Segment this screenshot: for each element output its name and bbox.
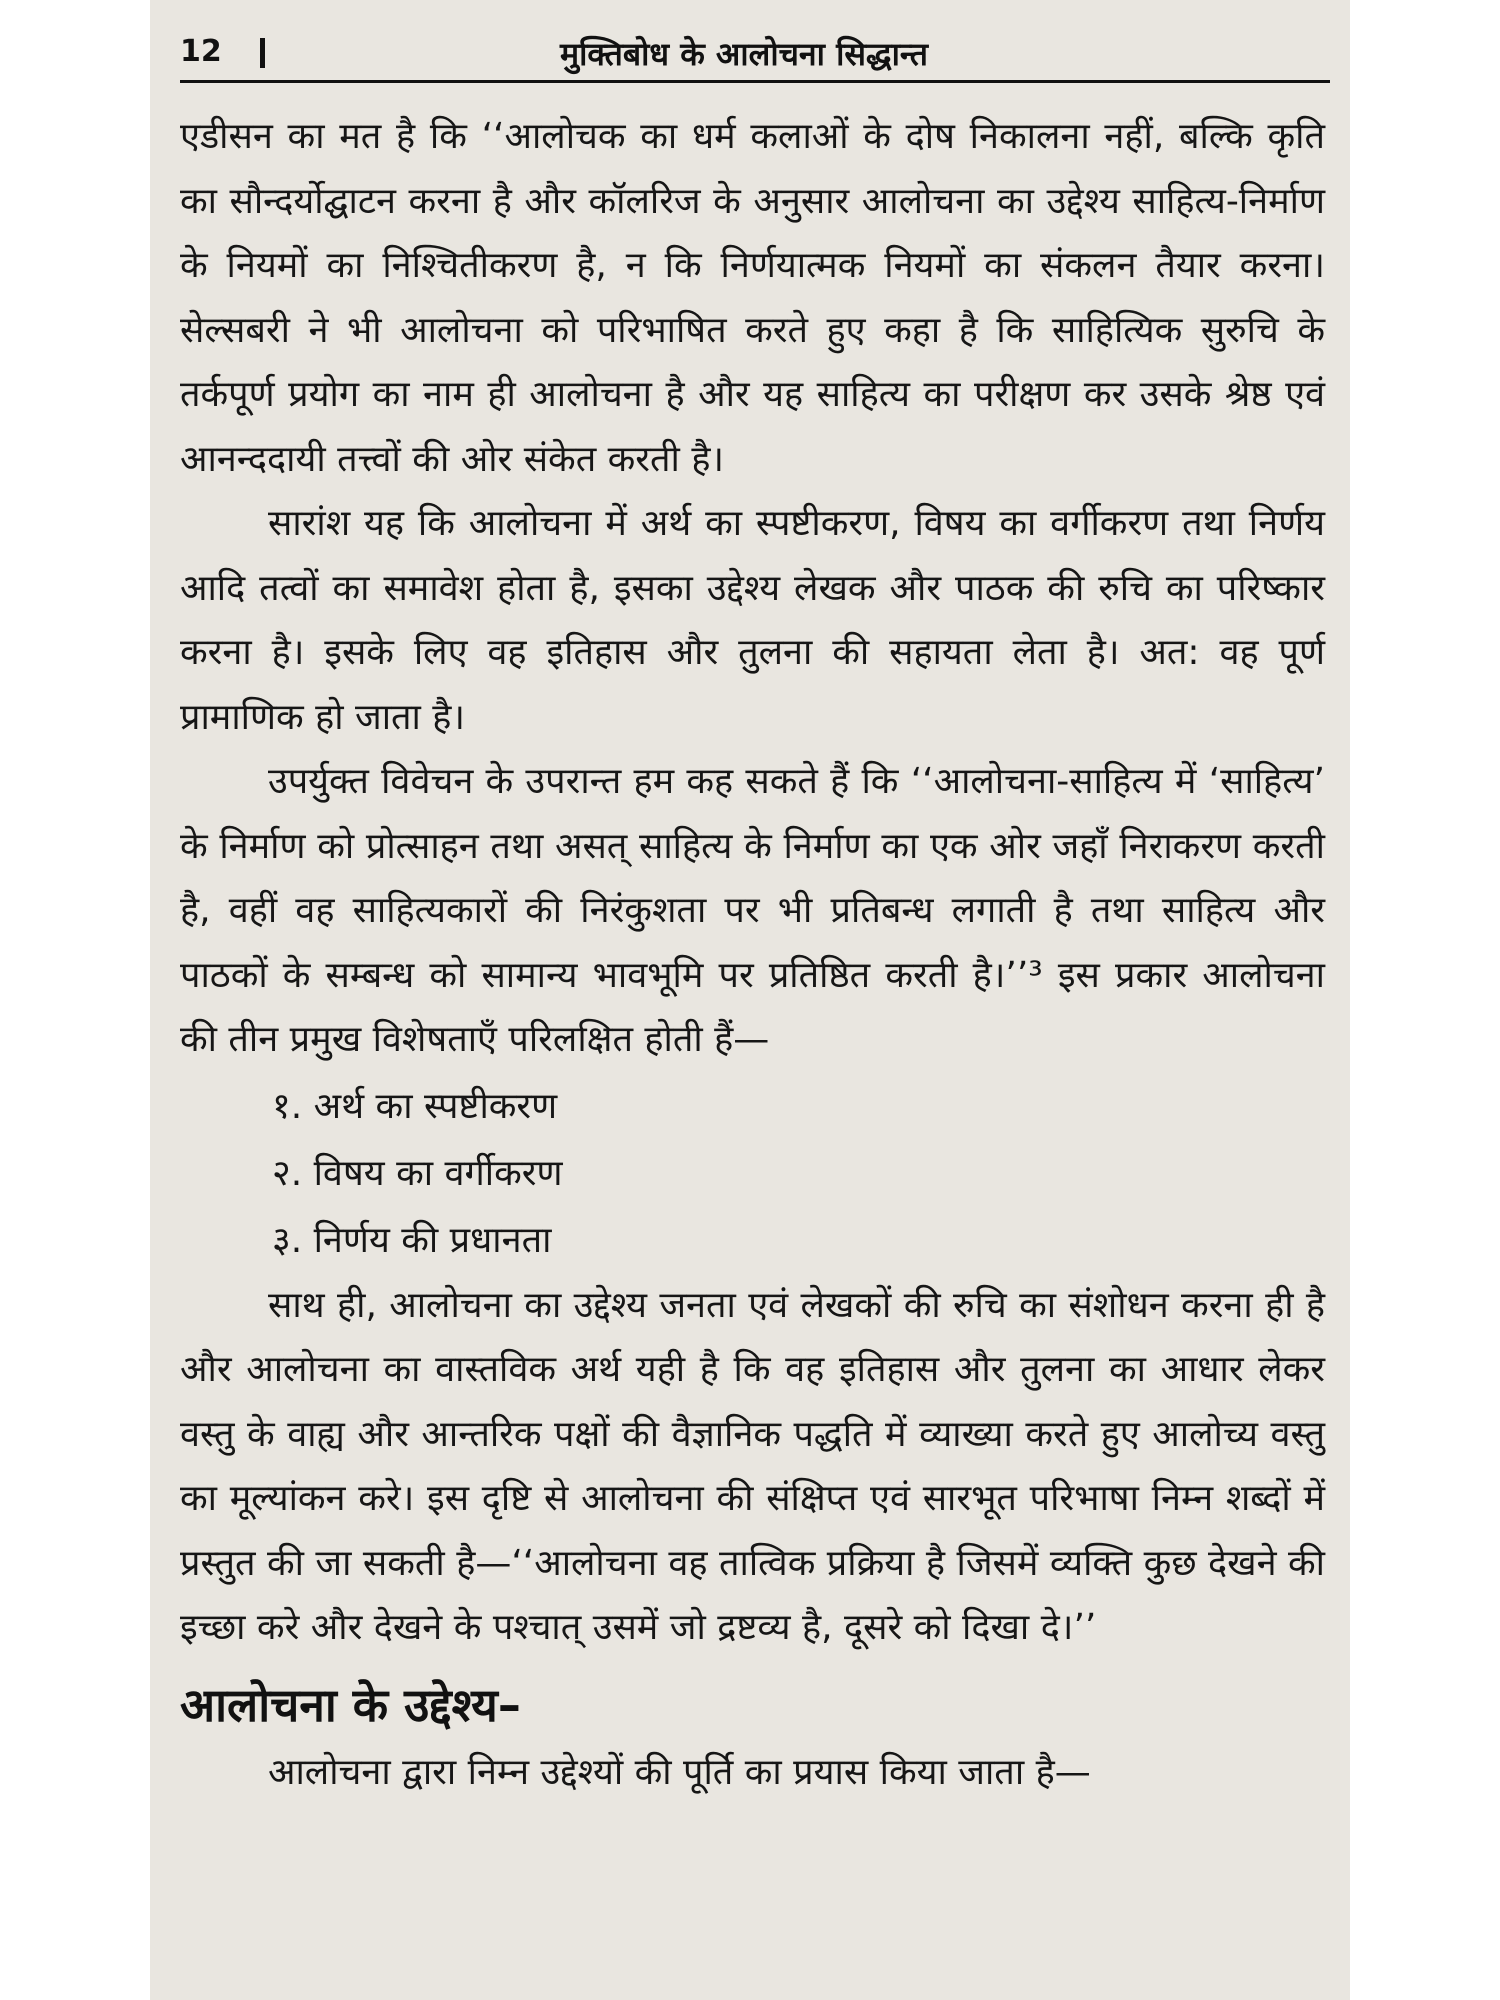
paragraph-1: एडीसन का मत है कि ‘‘आलोचक का धर्म कलाओं के दोष निकालना नहीं, बल्कि कृति का सौन्दर्योद्घाटन करना है और कॉलरिज के अनुसार आलोचना का उद्देश्य साहित्य-निर्माण के नियमों का निश्चितीकरण है, न कि निर्णयात्मक नियमों का संकलन तैयार करना। सेल्सबरी ने भी आलोचना को परिभाषित करते हुए कहा है कि साहित्यिक सुरुचि के तर्कपूर्ण प्रयोग का नाम ही आलोचना है और यह साहित्य का परीक्षण कर उसके श्रेष्ठ एवं आनन्ददायी तत्त्वों की ओर संकेत करती है। [180,116,1325,480]
running-title: मुक्तिबोध के आलोचना सिद्धान्त [560,35,928,73]
list-item: २. विषय का वर्गीकरण [272,1152,563,1194]
page-body [180,105,1325,1805]
page-header [180,30,1330,83]
header-separator [260,38,265,68]
list-item: १. अर्थ का स्पष्टीकरण [272,1085,558,1127]
list-item: ३. निर्णय की प्रधानता [272,1219,552,1261]
page-number: 12 [180,34,222,69]
paragraph-3: उपर्युक्त विवेचन के उपरान्त हम कह सकते हैं कि ‘‘आलोचना-साहित्य में ‘साहित्य’ के निर्माण को प्रोत्साहन तथा असत् साहित्य के निर्माण का एक ओर जहाँ निराकरण करती है, वहीं वह साहित्यकारों की निरंकुशता पर भी प्रतिबन्ध लगाती है तथा साहित्य और पाठकों के सम्बन्ध को सामान्य भावभूमि पर प्रतिष्ठित करती है।’’³ इस प्रकार आलोचना की तीन प्रमुख विशेषताएँ परिलक्षित होती हैं— [180,761,1325,1060]
paragraph-4: साथ ही, आलोचना का उद्देश्य जनता एवं लेखकों की रुचि का संशोधन करना ही है और आलोचना का वास्तविक अर्थ यही है कि वह इतिहास और तुलना का आधार लेकर वस्तु के वाह्य और आन्तरिक पक्षों की वैज्ञानिक पद्धति में व्याख्या करते हुए आलोच्य वस्तु का मूल्यांकन करे। इस दृष्टि से आलोचना की संक्षिप्त एवं सारभूत परिभाषा निम्न शब्दों में प्रस्तुत की जा सकती है—‘‘आलोचना वह तात्विक प्रक्रिया है जिसमें व्यक्ति कुछ देखने की इच्छा करे और देखने के पश्चात् उसमें जो द्रष्टव्य है, दूसरे को दिखा दे।’’ [180,1284,1325,1648]
book-page [150,0,1350,2000]
section-heading: आलोचना के उद्देश्य– [180,1677,521,1732]
paragraph-5: आलोचना द्वारा निम्न उद्देश्यों की पूर्ति का प्रयास किया जाता है— [268,1751,1091,1793]
features-list [180,1073,1325,1274]
paragraph-2: सारांश यह कि आलोचना में अर्थ का स्पष्टीकरण, विषय का वर्गीकरण तथा निर्णय आदि तत्वों का समावेश होता है, इसका उद्देश्य लेखक और पाठक की रुचि का परिष्कार करना है। इसके लिए वह इतिहास और तुलना की सहायता लेता है। अत: वह पूर्ण प्रामाणिक हो जाता है। [180,503,1325,738]
